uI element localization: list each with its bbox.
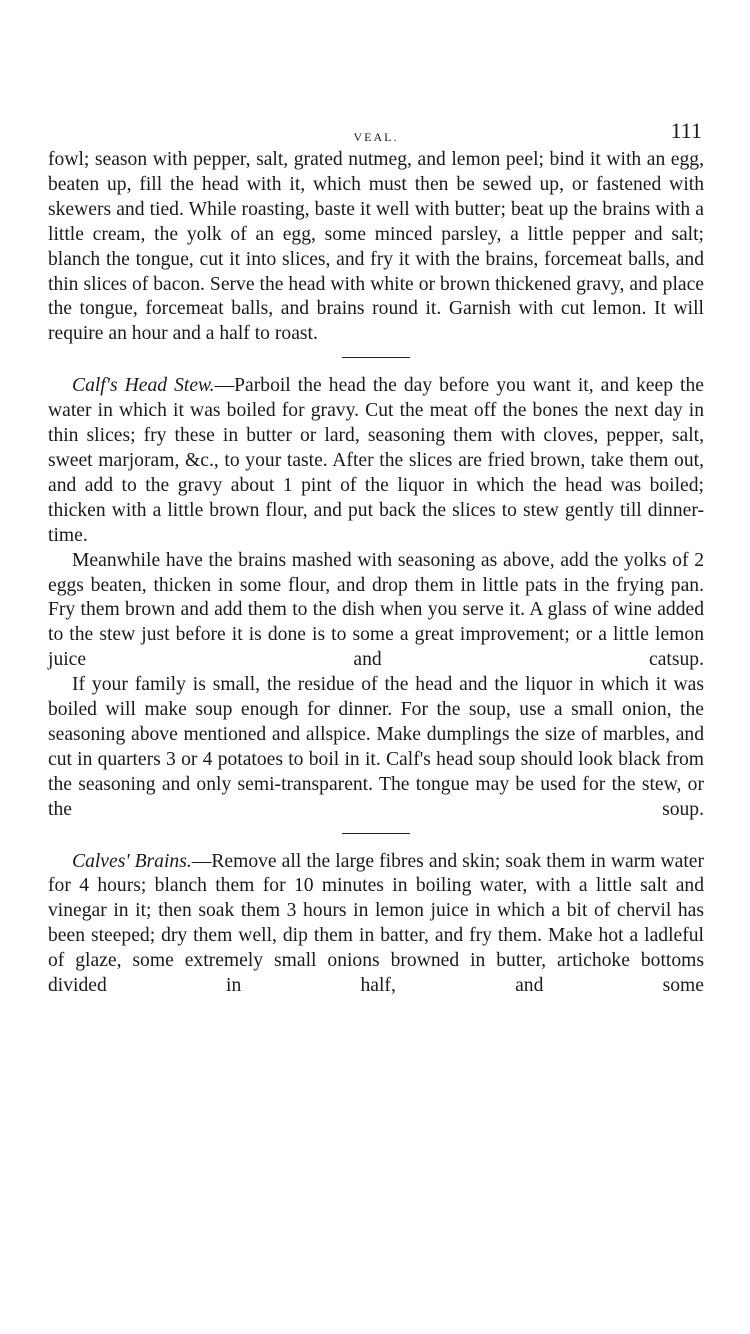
section-divider: [342, 833, 410, 834]
intro-paragraph: fowl; season with pepper, salt, grated nutmeg, and lemon peel; bind it with an egg, beaten up, fill the head with it, which must then be sewed up, or fastened with skewers and tied. While roasting, baste it well with butter; beat up the brains with a little cream, the yolk of an egg, some minced parsley, a little pepper and salt; blanch the tongue, cut it into slices, and fry it with the brains, forcemeat balls, and thin slices of bacon. Serve the head with white or brown thickened gravy, and place the tongue, forcemeat balls, and brains round it. Garnish with cut lemon. It will require an hour and a half to roast.: [48, 149, 704, 345]
recipe-paragraph: If your family is small, the residue of the head and the liquor in which it was boiled will make soup enough for dinner. For the soup, use a small onion, the seasoning above mentioned and allspice. Make dumplings the size of marbles, and cut in quarters 3 or 4 potatoes to boil in it. Calf's head soup should look black from the seasoning and only semi-transparent. The tongue may be used for the stew, or the soup.: [48, 674, 704, 820]
running-head: [48, 110, 704, 148]
section-title: VEAL.: [353, 130, 399, 144]
recipe-paragraph: [48, 374, 704, 548]
recipe-body: —Remove all the large fibres and skin; soak them in warm water for 4 hours; blanch them for 10 minutes in boiling water, with a little salt and vinegar in it; then soak them 3 hours in lemon juice in which a bit of chervil has been steeped; dry them well, dip them in batter, and fry them. Make hot a ladleful of glaze, some extremely small onions browned in butter, artichoke bottoms divided in half, and some: [48, 850, 704, 997]
recipe-title: Calf's Head Stew.: [72, 375, 215, 397]
page-number: 111: [670, 118, 702, 143]
section-divider: [342, 357, 410, 358]
recipe-paragraph: [48, 850, 704, 999]
recipe-title: Calves' Brains.: [72, 850, 192, 872]
recipe-body: —Parboil the head the day before you want it, and keep the water in which it was boiled for gravy. Cut the meat off the bones the next day in thin slices; fry these in butter or lard, seasoning them with cloves, pepper, salt, sweet marjoram, &c., to your taste. After the slices are fried brown, take them out, and add to the gravy about 1 pint of the liquor in which the head was boiled; thicken with a little brown flour, and put back the slices to stew gently till dinner-time.: [48, 375, 704, 546]
recipe-paragraph: Meanwhile have the brains mashed with seasoning as above, add the yolks of 2 eggs beaten, thicken in some flour, and drop them in little pats in the frying pan. Fry them brown and add them to the dish when you serve it. A glass of wine added to the stew just before it is done is to some a great improvement; or a little lemon juice and catsup.: [48, 549, 704, 671]
book-page: [48, 110, 704, 999]
